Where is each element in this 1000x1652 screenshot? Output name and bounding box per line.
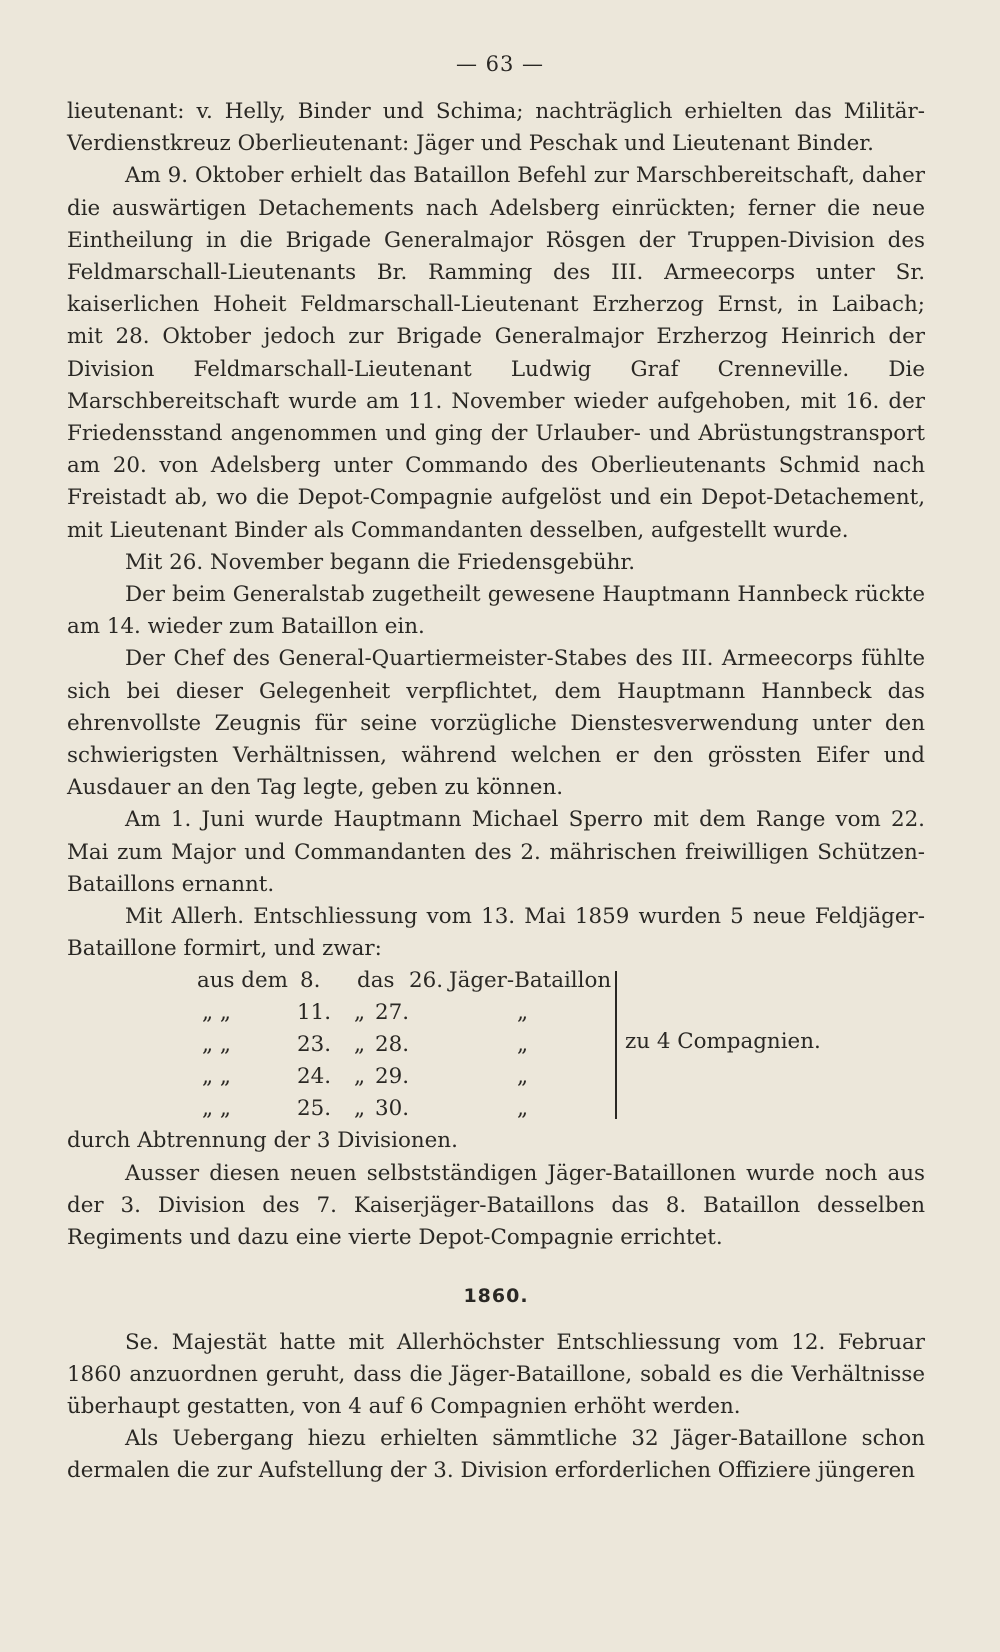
battalion-table bbox=[67, 965, 925, 1125]
paragraph: Am 9. Oktober erhielt das Bataillon Befehl zur Marschbereitschaft, daher die auswärtigen Detachements nach Adelsberg einrückten; ferner die neue Eintheilung in die Brigade Generalmajor Rösgen der Truppen-Division des Feldmarschall-Lieutenants Br. Ramming des III. Armeecorps unter Sr. kaiserlichen Hoheit Feldmarschall-Lieutenant Erzherzog Ernst, in Laibach; mit 28. Oktober jedoch zur Brigade Generalmajor Erzherzog Heinrich der Division Feldmarschall-Lieutenant Ludwig Graf Crenneville. Die Marschbereitschaft wurde am 11. November wieder aufgehoben, mit 16. der Friedensstand angenommen und ging der Urlauber- und Abrüstungstransport am 20. von Adelsberg unter Commando des Oberlieutenants Schmid nach Freistadt ab, wo die Depot-Compagnie aufgelöst und ein Depot-Detachement, mit Lieutenant Binder als Commandanten desselben, aufgestellt wurde. bbox=[67, 163, 925, 543]
table-cell: 25. bbox=[297, 1096, 332, 1122]
table-cell: „ bbox=[354, 1000, 366, 1026]
brace-label: zu 4 Compagnien. bbox=[625, 1029, 821, 1055]
paragraph: Der beim Generalstab zugetheilt gewesene Hauptmann Hannbeck rückte am 14. wieder zum Bataillon ein. bbox=[67, 582, 925, 640]
table-cell: 24. bbox=[297, 1064, 332, 1090]
table-cell: 11. bbox=[297, 1000, 332, 1026]
paragraph: lieutenant: v. Helly, Binder und Schima; nachträglich erhielten das Militär-Verdienstkreuz Oberlieutenant: Jäger und Peschak und Lieutenant Binder. bbox=[67, 99, 925, 157]
table-cell: 26. bbox=[409, 968, 444, 994]
right-brace bbox=[607, 971, 617, 1119]
table-cell: 27. bbox=[375, 1000, 410, 1026]
table-cell: „ bbox=[517, 1064, 529, 1090]
table-cell: „ bbox=[517, 1032, 529, 1058]
page-number: — 63 — bbox=[455, 52, 545, 76]
table-cell: „ bbox=[517, 1000, 529, 1026]
paragraph: Se. Majestät hatte mit Allerhöchster Entschliessung vom 12. Februar 1860 anzuordnen geruht, dass die Jäger-Bataillone, sobald es die Verhältnisse überhaupt gestatten, von 4 auf 6 Compagnien erhöht werden. bbox=[67, 1329, 925, 1419]
table-cell: 28. bbox=[375, 1032, 410, 1058]
paragraph: Der Chef des General-Quartiermeister-Stabes des III. Armeecorps fühlte sich bei dieser Gelegenheit verpflichtet, dem Hauptmann Hannbeck das ehrenvollste Zeugnis für seine vorzügliche Dienstesverwendung unter den schwierigsten Verhältnissen, während welchen er den grössten Eifer und Ausdauer an den Tag legte, geben zu können. bbox=[67, 646, 925, 801]
table-cell: 30. bbox=[375, 1096, 410, 1122]
table-cell: „ bbox=[354, 1064, 366, 1090]
table-cell: „ bbox=[354, 1096, 366, 1122]
table-cell: „ „ bbox=[202, 1000, 231, 1026]
table-cell: aus dem bbox=[197, 968, 288, 994]
year-heading: 1860. bbox=[463, 1285, 529, 1308]
table-cell: 29. bbox=[375, 1064, 410, 1090]
table-cell: 8. bbox=[300, 968, 321, 994]
table-cell: „ „ bbox=[202, 1096, 231, 1122]
paragraph: Am 1. Juni wurde Hauptmann Michael Sperro mit dem Range vom 22. Mai zum Major und Commandanten des 2. mährischen freiwilligen Schützen-Bataillons ernannt. bbox=[67, 807, 925, 897]
paragraph: Ausser diesen neuen selbstständigen Jäger-Bataillonen wurde noch aus der 3. Division des 7. Kaiserjäger-Bataillons das 8. Bataillon desselben Regiments und dazu eine vierte Depot-Compagnie errichtet. bbox=[67, 1160, 925, 1251]
paragraph: Mit 26. November begann die Friedensgebühr. bbox=[125, 549, 636, 575]
table-cell: Jäger-Bataillon bbox=[449, 968, 612, 994]
paragraph: Als Uebergang hiezu erhielten sämmtliche 32 Jäger-Bataillone schon dermalen die zur Aufstellung der 3. Division erforderlichen Offiziere jüngeren bbox=[67, 1426, 925, 1484]
paragraph: Mit Allerh. Entschliessung vom 13. Mai 1859 wurden 5 neue Feldjäger-Bataillone formirt, und zwar: bbox=[67, 904, 925, 962]
table-cell: 23. bbox=[297, 1032, 332, 1058]
table-cell: „ bbox=[354, 1032, 366, 1058]
table-cell: das bbox=[357, 968, 395, 994]
paragraph: durch Abtrennung der 3 Divisionen. bbox=[67, 1128, 458, 1154]
body-text bbox=[67, 96, 925, 1488]
table-cell: „ „ bbox=[202, 1032, 231, 1058]
table-cell: „ „ bbox=[202, 1064, 231, 1090]
table-cell: „ bbox=[517, 1096, 529, 1122]
